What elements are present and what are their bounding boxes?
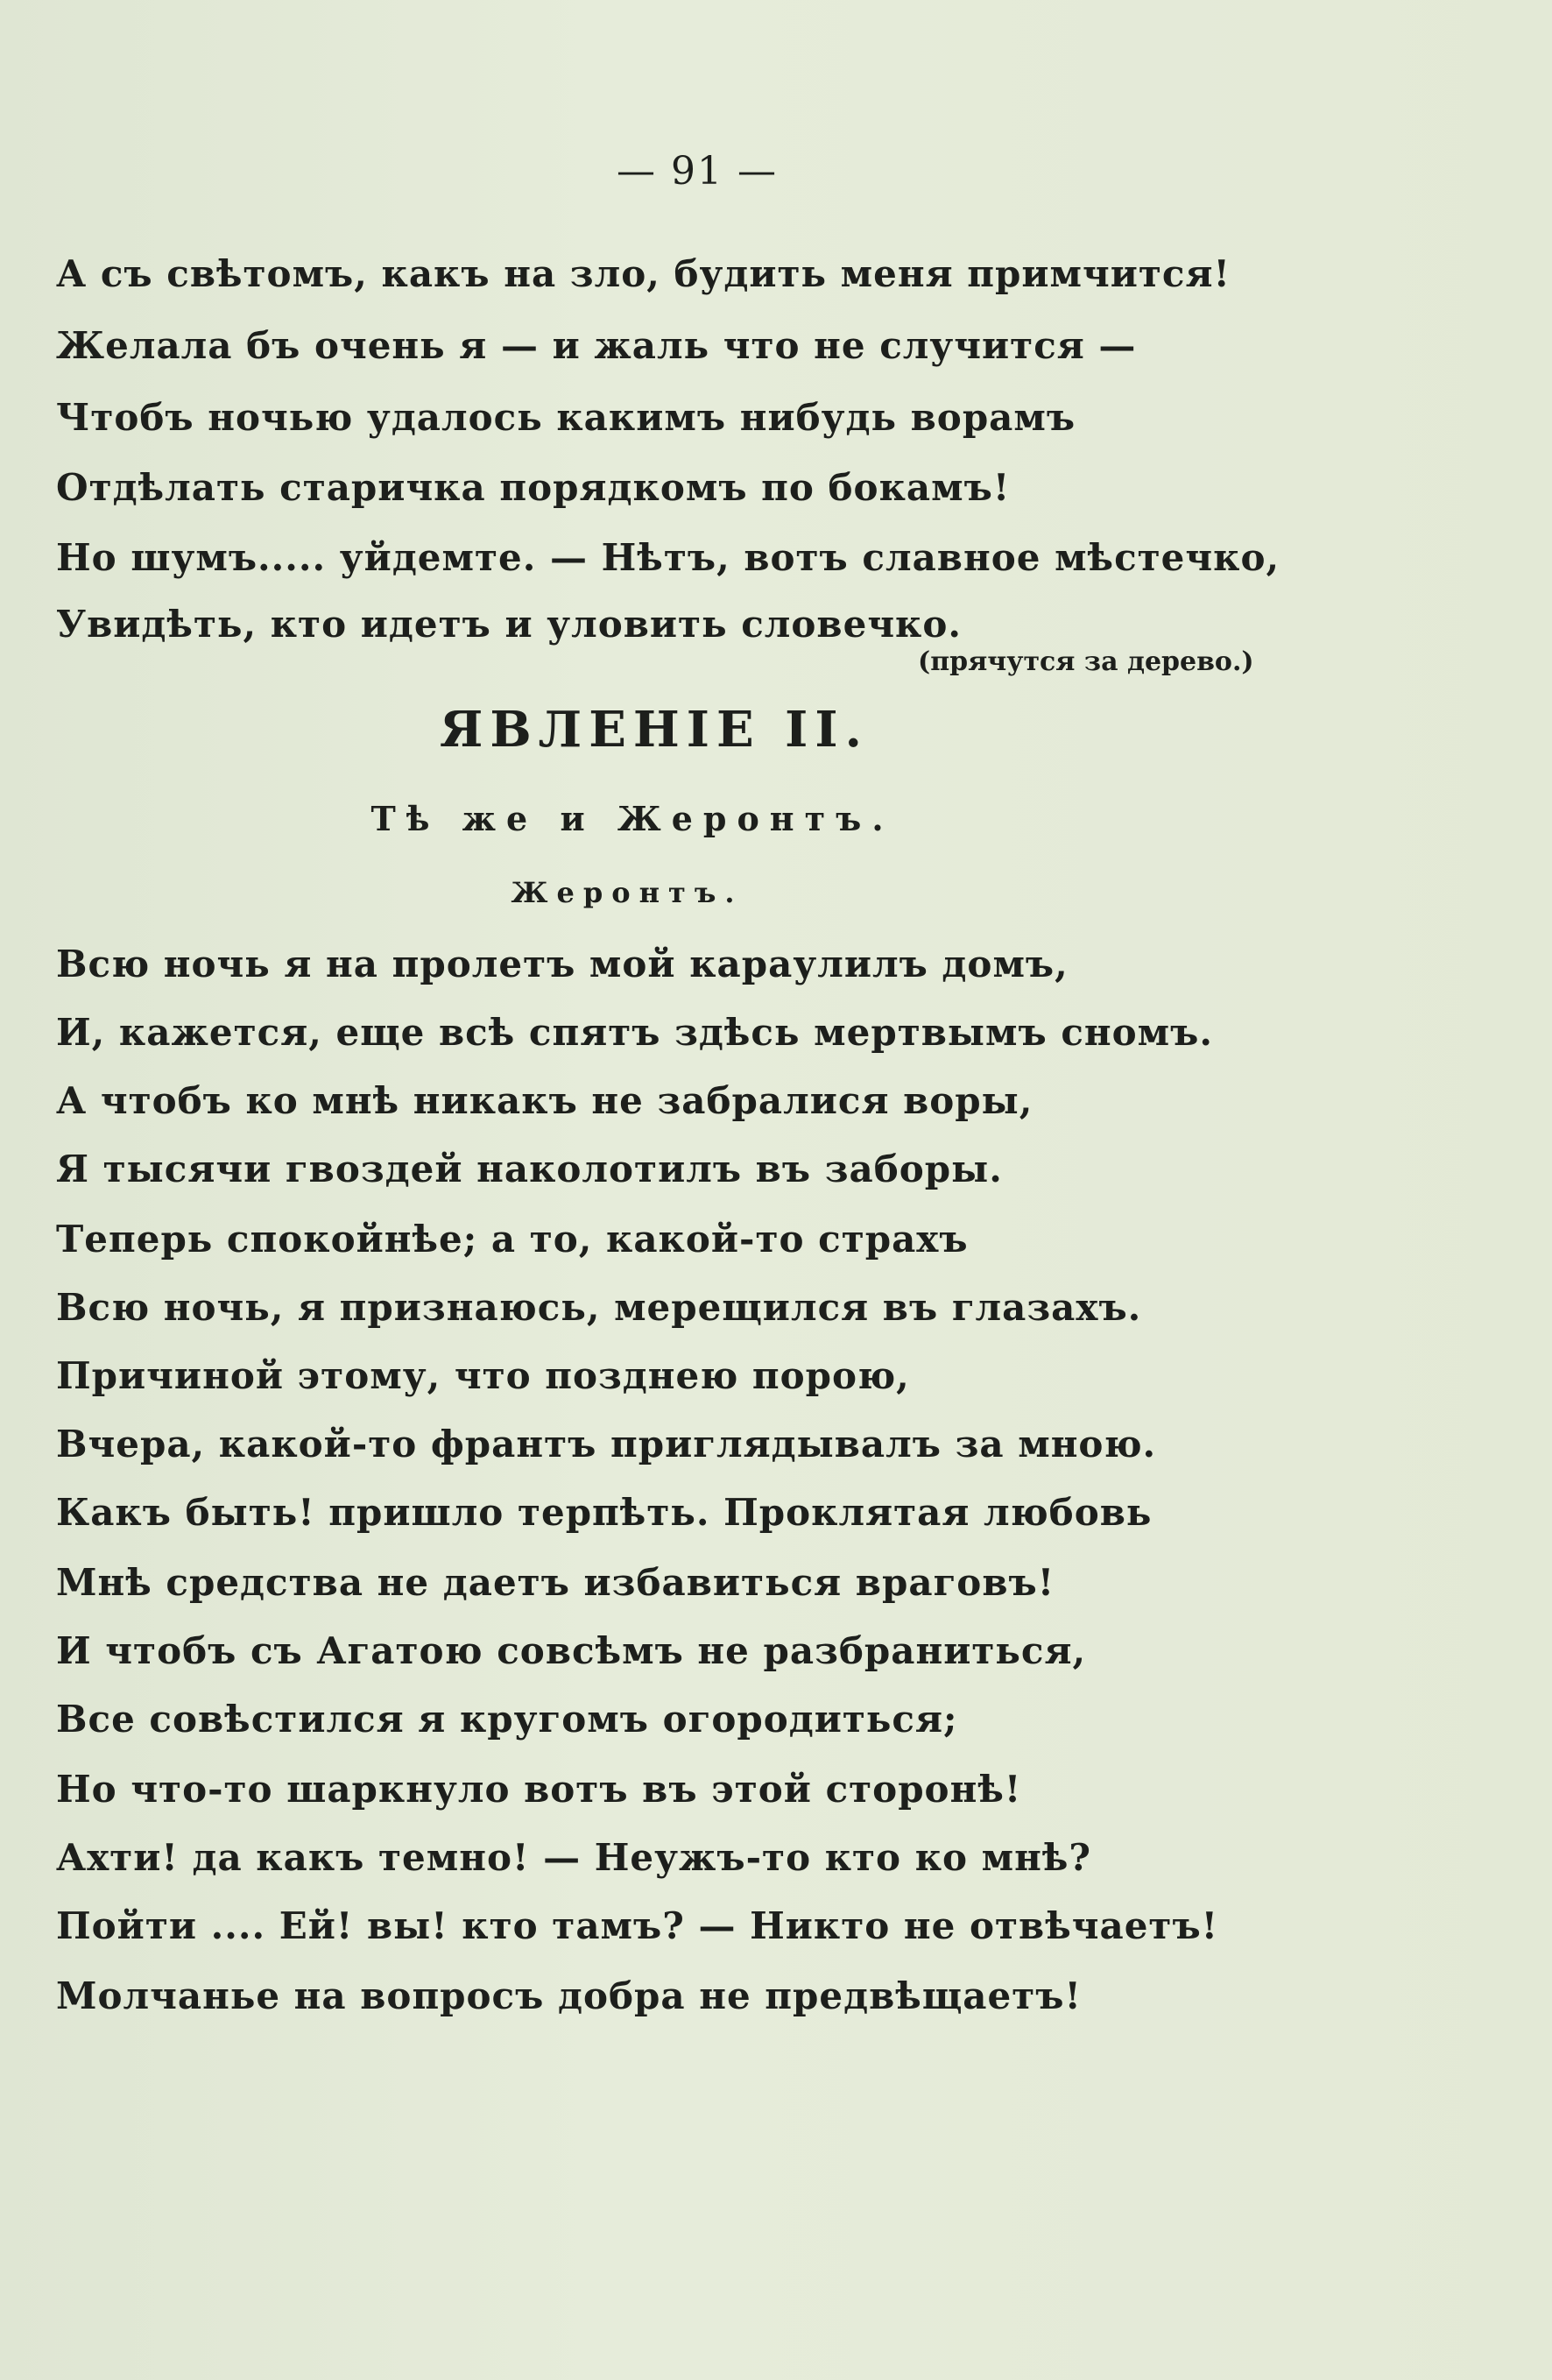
verse-line: Причиной этому, что позднею порою,: [56, 1354, 910, 1397]
verse-line: Все совѣстился я кругомъ огородиться;: [56, 1698, 958, 1741]
verse-line: Желала бъ очень я — и жаль что не случится —: [56, 324, 1137, 367]
verse-line: Всю ночь я на пролетъ мой караулилъ домъ,: [56, 943, 1069, 985]
verse-line: Вчера, какой-то франтъ приглядывалъ за мною.: [56, 1423, 1157, 1465]
stage-direction: (прячутся за дерево.): [918, 646, 1254, 677]
verse-line: Пойти .... Ей! вы! кто тамъ? — Никто не отвѣчаетъ!: [56, 1904, 1219, 1947]
verse-line: Увидѣть, кто идетъ и уловить словечко.: [56, 603, 963, 646]
verse-line: А съ свѣтомъ, какъ на зло, будить меня примчится!: [56, 252, 1231, 295]
verse-line: Теперь спокойнѣе; а то, какой-то страхъ: [56, 1218, 969, 1261]
verse-line: Я тысячи гвоздей наколотилъ въ заборы.: [56, 1148, 1003, 1190]
verse-line: А чтобъ ко мнѣ никакъ не забралися воры,: [56, 1079, 1033, 1122]
verse-line: И чтобъ съ Агатою совсѣмъ не разбраниться,: [56, 1629, 1087, 1672]
verse-line: Какъ быть! пришло терпѣть. Проклятая любовь: [56, 1491, 1153, 1534]
scene-title: ЯВЛЕНІЕ II.: [439, 701, 870, 759]
page-number: — 91 —: [617, 149, 778, 194]
speaker-name: Жеронтъ.: [511, 876, 744, 909]
verse-line: Чтобъ ночью удалось какимъ нибудь ворамъ: [56, 396, 1076, 439]
verse-line: Но что-то шаркнуло вотъ въ этой сторонѣ!: [56, 1768, 1022, 1811]
verse-line: Ахти! да какъ темно! — Неужъ-то кто ко мнѣ?: [56, 1836, 1092, 1879]
verse-line: Отдѣлать старичка порядкомъ по бокамъ!: [56, 466, 1011, 509]
verse-line: Мнѣ средства не даетъ избавиться враговъ!: [56, 1561, 1055, 1604]
verse-line: Молчанье на вопросъ добра не предвѣщаетъ!: [56, 1974, 1082, 2017]
scene-characters: Тѣ же и Жеронтъ.: [370, 799, 894, 838]
verse-line: Всю ночь, я признаюсь, мерещился въ глазахъ.: [56, 1286, 1142, 1329]
verse-line: Но шумъ..... уйдемте. — Нѣтъ, вотъ славное мѣстечко,: [56, 536, 1280, 579]
verse-line: И, кажется, еще всѣ спятъ здѣсь мертвымъ сномъ.: [56, 1011, 1213, 1054]
